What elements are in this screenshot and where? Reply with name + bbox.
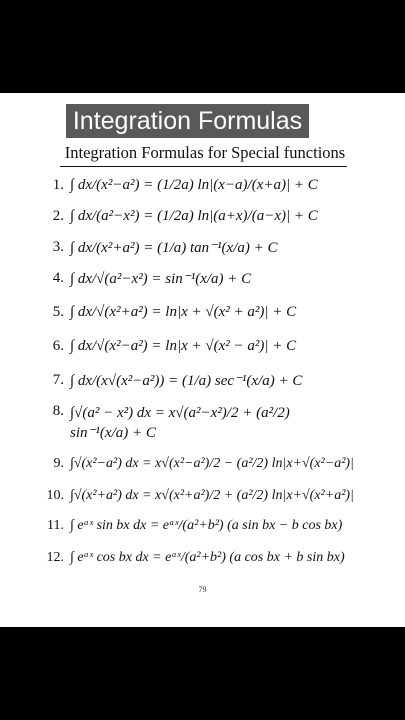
formula-10 bbox=[28, 483, 388, 509]
formula-expression: ∫ dx/(x√(x²−a²)) = (1/a) sec⁻¹(x/a) + C bbox=[70, 372, 303, 389]
formula-4 bbox=[28, 265, 388, 291]
formula-1 bbox=[28, 172, 388, 198]
formula-number: 10. bbox=[46, 488, 64, 503]
page-title: Integration Formulas bbox=[66, 104, 309, 138]
formula-number: 8. bbox=[52, 403, 64, 419]
formula-number: 7. bbox=[52, 371, 64, 388]
formula-expression: ∫√(x²+a²) dx = x√(x²+a²)/2 + (a²/2) ln|x+√(x²+a²)| bbox=[70, 488, 354, 503]
formula-2 bbox=[28, 203, 388, 229]
formula-6 bbox=[28, 333, 388, 359]
formula-number: 6. bbox=[52, 337, 64, 354]
formula-number: 5. bbox=[52, 303, 64, 320]
formula-expression: ∫ dx/√(a²−x²) = sin⁻¹(x/a) + C bbox=[70, 270, 252, 287]
formula-8 bbox=[28, 403, 358, 447]
formula-number: 4. bbox=[52, 269, 64, 286]
formula-expression: ∫ eᵃˣ sin bx dx = eᵃˣ/(a²+b²) (a sin bx − b cos bx) bbox=[70, 518, 343, 533]
formula-9 bbox=[28, 451, 388, 477]
formula-7 bbox=[28, 367, 388, 393]
document-page bbox=[0, 93, 405, 627]
page-number: 79 bbox=[198, 585, 207, 594]
formula-12 bbox=[28, 545, 388, 571]
formula-11 bbox=[28, 513, 388, 539]
formula-expression: ∫ dx/(x²+a²) = (1/a) tan⁻¹(x/a) + C bbox=[70, 239, 278, 256]
formula-expression: ∫ dx/√(x²−a²) = ln|x + √(x² − a²)| + C bbox=[70, 337, 297, 354]
formula-3 bbox=[28, 234, 388, 260]
formula-expression: ∫√(x²−a²) dx = x√(x²−a²)/2 − (a²/2) ln|x+√(x²−a²)| bbox=[70, 456, 354, 471]
formula-expression: ∫ dx/(a²−x²) = (1/2a) ln|(a+x)/(a−x)| + C bbox=[70, 207, 318, 224]
formula-expression: ∫√(a² − x²) dx = x√(a²−x²)/2 + (a²/2) sin⁻¹(x/a) + C bbox=[70, 405, 290, 441]
subtitle-underline bbox=[60, 166, 347, 167]
formula-expression: ∫ dx/√(x²+a²) = ln|x + √(x² + a²)| + C bbox=[70, 303, 297, 320]
formula-number: 9. bbox=[53, 456, 64, 471]
formula-expression: ∫ dx/(x²−a²) = (1/2a) ln|(x−a)/(x+a)| + C bbox=[70, 176, 318, 193]
formula-number: 3. bbox=[52, 238, 64, 255]
section-subtitle: Integration Formulas for Special functions bbox=[64, 143, 346, 162]
formula-number: 12. bbox=[46, 550, 64, 565]
formula-number: 1. bbox=[52, 176, 64, 193]
formula-expression: ∫ eᵃˣ cos bx dx = eᵃˣ/(a²+b²) (a cos bx + b sin bx) bbox=[70, 550, 345, 565]
formula-5 bbox=[28, 299, 388, 325]
formula-number: 11. bbox=[47, 518, 64, 533]
formula-number: 2. bbox=[52, 207, 64, 224]
